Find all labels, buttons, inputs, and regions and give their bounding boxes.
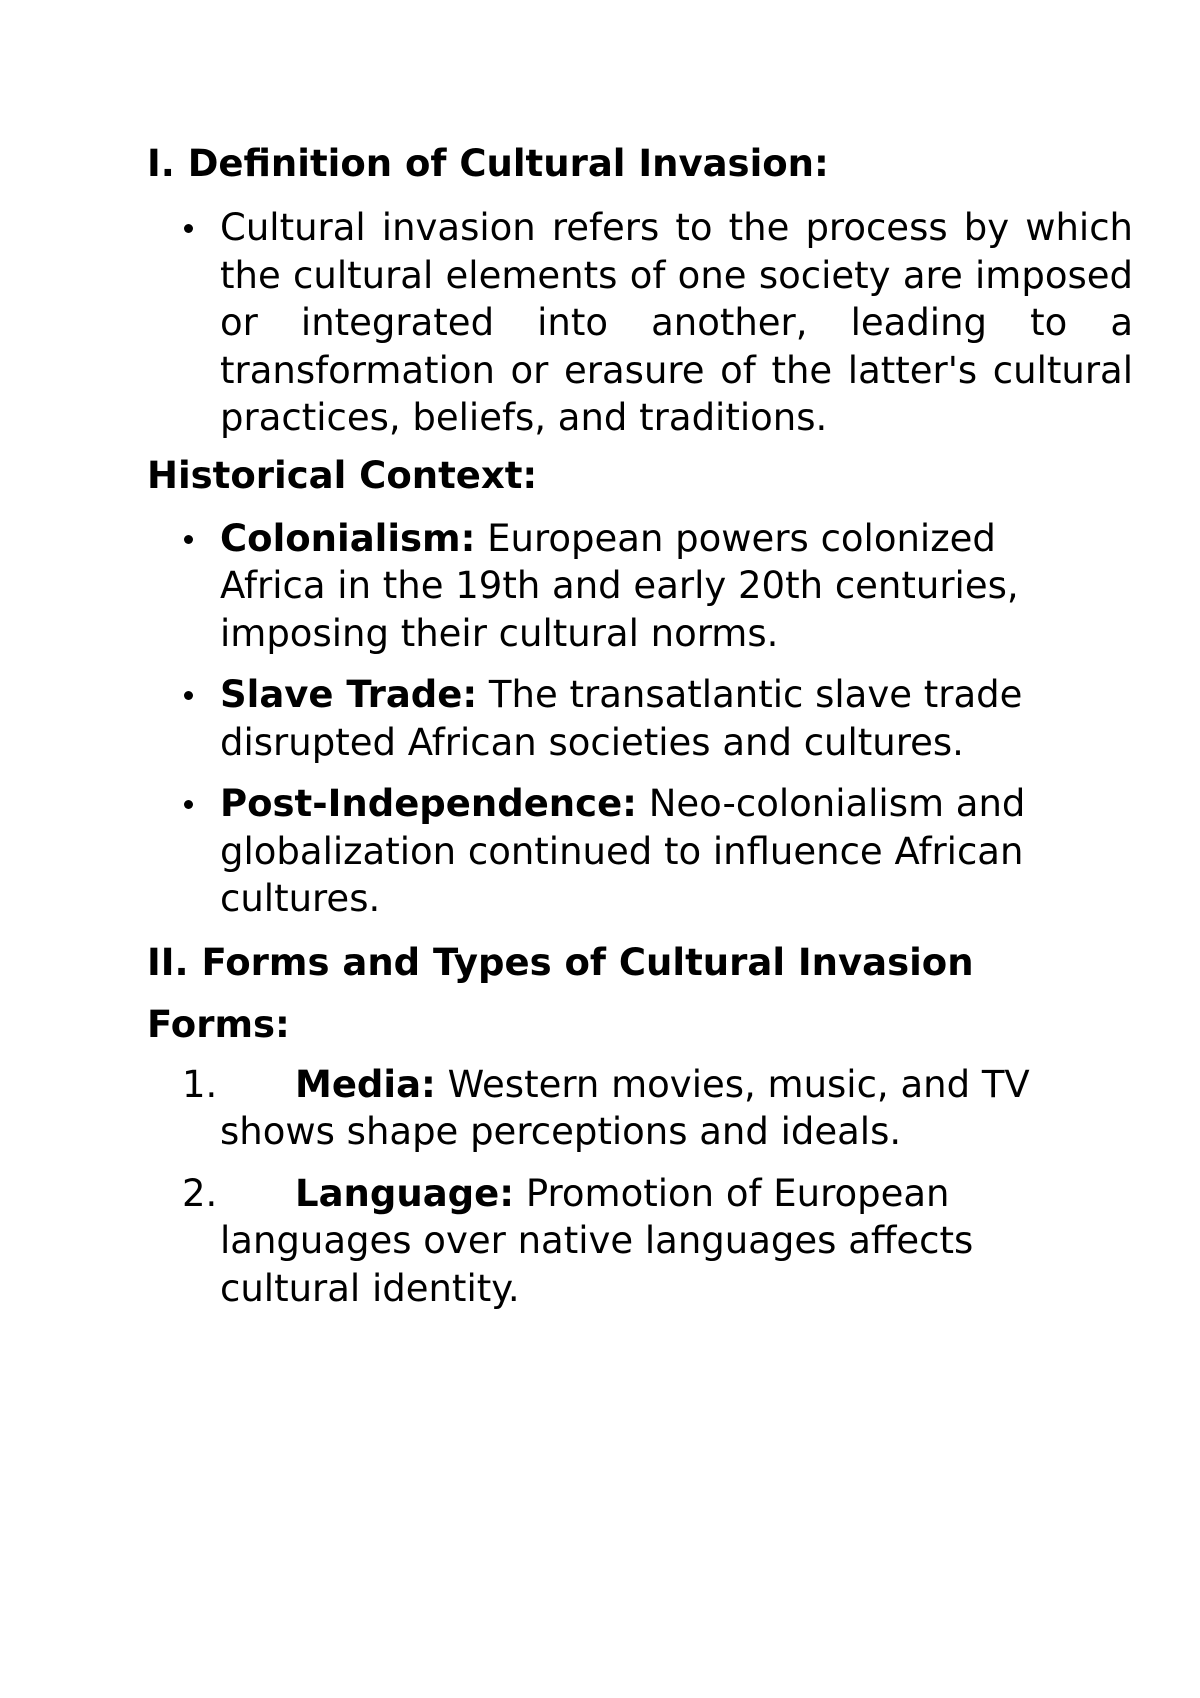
item-term: Colonialism: bbox=[220, 516, 476, 560]
list-item-language bbox=[147, 1170, 1120, 1313]
section-2-heading: II. Forms and Types of Cultural Invasion bbox=[147, 940, 974, 984]
bullet-icon bbox=[184, 691, 193, 700]
definition-text: Cultural invasion refers to the process by which the cultural elements of one society are imposed or integrated into another, leading to a transformation or erasure of the latter's cultural practices, beliefs, and traditions. bbox=[220, 206, 1133, 439]
section-1-heading: I. Definition of Cultural Invasion: bbox=[147, 142, 829, 185]
item-number: 1. bbox=[182, 1062, 218, 1106]
item-term: Post-Independence: bbox=[220, 782, 637, 825]
list-item-slave-trade bbox=[147, 671, 1060, 766]
item-term: Slave Trade: bbox=[220, 673, 478, 716]
item-number: 2. bbox=[182, 1171, 218, 1215]
historical-context-list bbox=[147, 515, 1067, 923]
historical-context-heading: Historical Context: bbox=[147, 453, 538, 497]
item-text: Promotion of European languages over native languages affects cultural identity. bbox=[220, 1171, 974, 1310]
definition-list bbox=[147, 204, 1133, 442]
bullet-icon bbox=[184, 224, 193, 233]
list-item-media bbox=[147, 1061, 1100, 1156]
item-text: Western movies, music, and TV shows shape perceptions and ideals. bbox=[220, 1062, 1030, 1153]
item-text: European powers colonized Africa in the 19th and early 20th centuries, imposing their cultural norms. bbox=[220, 516, 1019, 655]
document-body bbox=[147, 140, 1133, 1312]
list-item-post-independence bbox=[147, 780, 1100, 923]
item-text: Neo-colonialism and globalization continued to influence African cultures. bbox=[220, 782, 1026, 920]
item-term: Language: bbox=[295, 1171, 515, 1215]
forms-heading: Forms: bbox=[147, 1002, 290, 1046]
item-text: The transatlantic slave trade disrupted African societies and cultures. bbox=[220, 673, 1023, 764]
list-item-colonialism bbox=[147, 515, 1060, 658]
definition-bullet bbox=[147, 204, 1133, 442]
bullet-icon bbox=[184, 535, 193, 544]
item-term: Media: bbox=[295, 1062, 436, 1106]
forms-list bbox=[147, 1061, 1067, 1313]
bullet-icon bbox=[184, 800, 193, 809]
